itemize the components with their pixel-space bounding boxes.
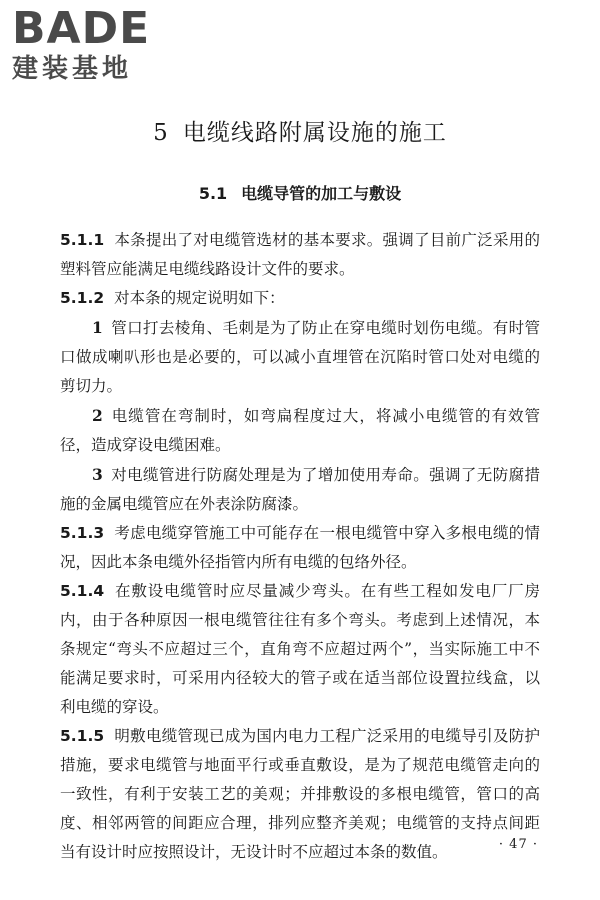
item-number: 3 [92,465,103,484]
paragraph-text: 对本条的规定说明如下： [114,289,285,307]
item-paragraph [60,313,540,401]
chapter-number: 5 [153,120,169,146]
clause-paragraph [60,226,540,284]
section-number: 5.1 [198,184,228,203]
chapter-title-text: 电缆线路附属设施的施工 [182,120,447,146]
clause-paragraph [60,722,540,867]
paragraph-text: 在敷设电缆管时应尽量减少弯头。在有些工程如发电厂厂房内，由于各种原因一根电缆管往往有多个弯头。考虑到上述情况，本条规定“弯头不应超过三个，直角弯不应超过两个”，当实际施工中不能满足要求时，可采用内径较大的管子或在适当部位设置拉线盒，以利电缆的穿设。 [60,582,540,716]
clause-paragraph [60,577,540,722]
clause-paragraph [60,519,540,577]
section-title [0,183,600,205]
clause-number: 5.1.1 [60,231,105,249]
item-number: 1 [92,318,103,337]
section-title-text: 电缆导管的加工与敷设 [241,184,402,203]
chapter-title [0,118,600,148]
item-number: 2 [92,406,103,425]
body-text [60,226,540,867]
clause-paragraph [60,284,540,313]
item-paragraph [60,460,540,519]
paragraph-text: 管口打去棱角、毛刺是为了防止在穿电缆时划伤电缆。有时管口做成喇叭形也是必要的，可以减小直埋管在沉陷时管口处对电缆的剪切力。 [60,319,540,395]
clause-number: 5.1.5 [60,727,105,745]
paragraph-text: 本条提出了对电缆管选材的基本要求。强调了目前广泛采用的塑料管应能满足电缆线路设计文件的要求。 [60,231,540,278]
paragraph-text: 考虑电缆穿管施工中可能存在一根电缆管中穿入多根电缆的情况，因此本条电缆外径指管内所有电缆的包络外径。 [60,524,540,571]
logo-text-bottom: 建装基地 [12,54,133,84]
clause-number: 5.1.2 [60,289,105,307]
paragraph-text: 电缆管在弯制时，如弯扁程度过大，将减小电缆管的有效管径，造成穿设电缆困难。 [60,407,540,454]
page-number: · 47 · [498,837,538,852]
item-paragraph [60,401,540,460]
clause-number: 5.1.3 [60,524,105,542]
logo-text-top: BADE [12,3,151,54]
paragraph-text: 明敷电缆管现已成为国内电力工程广泛采用的电缆导引及防护措施，要求电缆管与地面平行或垂直敷设，是为了规范电缆管走向的一致性，有利于安装工艺的美观；并排敷设的多根电缆管，管口的高度、相邻两管的间距应合理，排列应整齐美观；电缆管的支持点间距当有设计时应按照设计，无设计时不应超过本条的数值。 [60,727,540,861]
clause-number: 5.1.4 [60,582,105,600]
paragraph-text: 对电缆管进行防腐处理是为了增加使用寿命。强调了无防腐措施的金属电缆管应在外表涂防腐漆。 [60,466,540,513]
logo [12,3,177,86]
